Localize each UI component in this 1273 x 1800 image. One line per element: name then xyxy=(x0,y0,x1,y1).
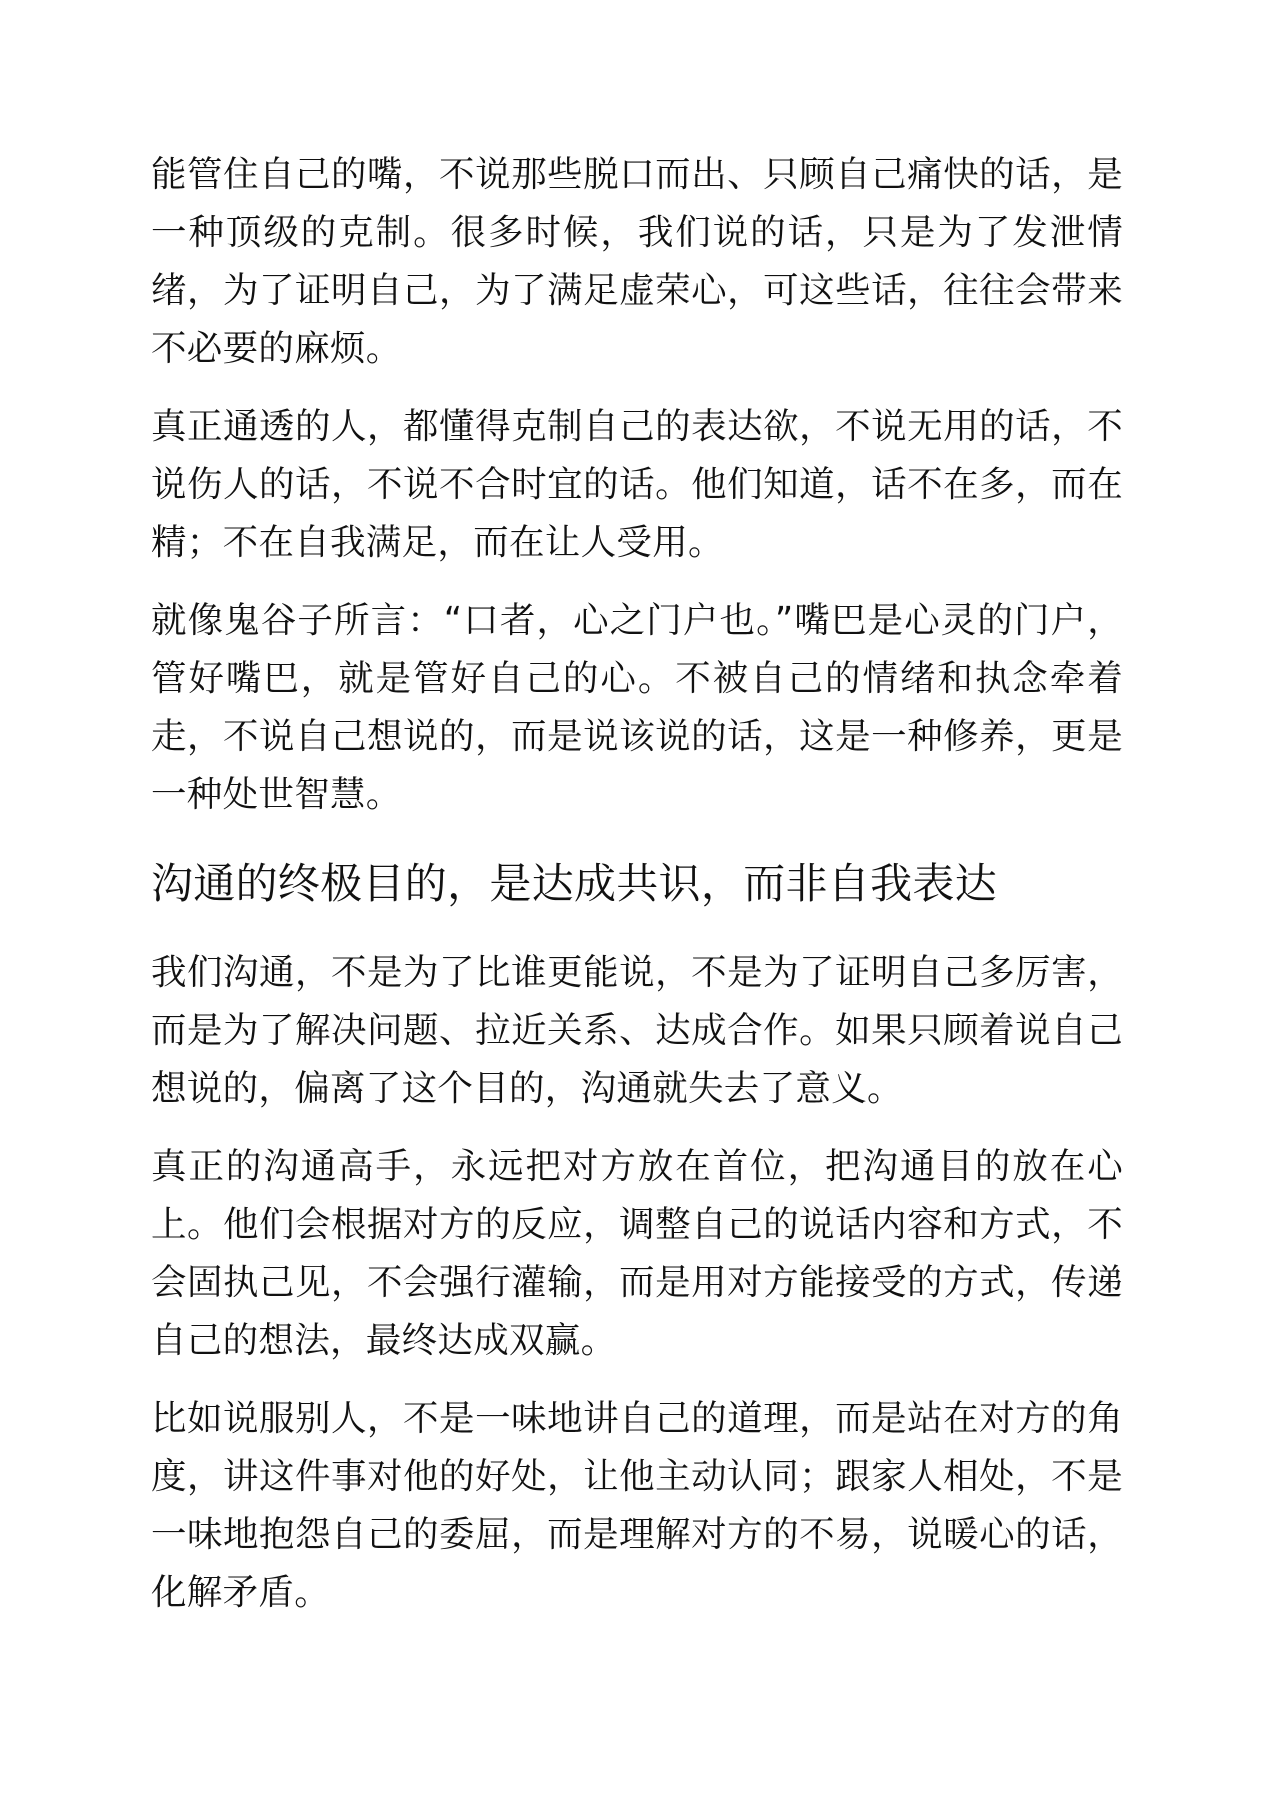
paragraph-examples: 比如说服别人，不是一味地讲自己的道理，而是站在对方的角度，讲这件事对他的好处，让他主动认同；跟家人相处，不是一味地抱怨自己的委屈，而是理解对方的不易，说暖心的话，化解矛盾。 xyxy=(151,1398,1123,1613)
paragraph-transparent-people: 真正通透的人，都懂得克制自己的表达欲，不说无用的话，不说伤人的话，不说不合时宜的话。他们知道，话不在多，而在精；不在自我满足，而在让人受用。 xyxy=(151,406,1123,563)
paragraph-communication-masters: 真正的沟通高手，永远把对方放在首位，把沟通目的放在心上。他们会根据对方的反应，调整自己的说话内容和方式，不会固执己见，不会强行灌输，而是用对方能接受的方式，传递自己的想法，最终达成双赢。 xyxy=(151,1146,1123,1361)
paragraph-self-restraint: 能管住自己的嘴，不说那些脱口而出、只顾自己痛快的话，是一种顶级的克制。很多时候，我们说的话，只是为了发泄情绪，为了证明自己，为了满足虚荣心，可这些话，往往会带来不必要的麻烦。 xyxy=(151,154,1123,369)
section-heading: 沟通的终极目的，是达成共识，而非自我表达 xyxy=(151,859,998,908)
article-body xyxy=(151,146,1123,1642)
paragraph-guiguzi-quote: 就像鬼谷子所言：“口者，心之门户也。”嘴巴是心灵的门户，管好嘴巴，就是管好自己的心。不被自己的情绪和执念牵着走，不说自己想说的，而是说该说的话，这是一种修养，更是一种处世智慧。 xyxy=(151,600,1123,815)
paragraph-purpose-of-communication: 我们沟通，不是为了比谁更能说，不是为了证明自己多厉害，而是为了解决问题、拉近关系、达成合作。如果只顾着说自己想说的，偏离了这个目的，沟通就失去了意义。 xyxy=(151,952,1123,1109)
